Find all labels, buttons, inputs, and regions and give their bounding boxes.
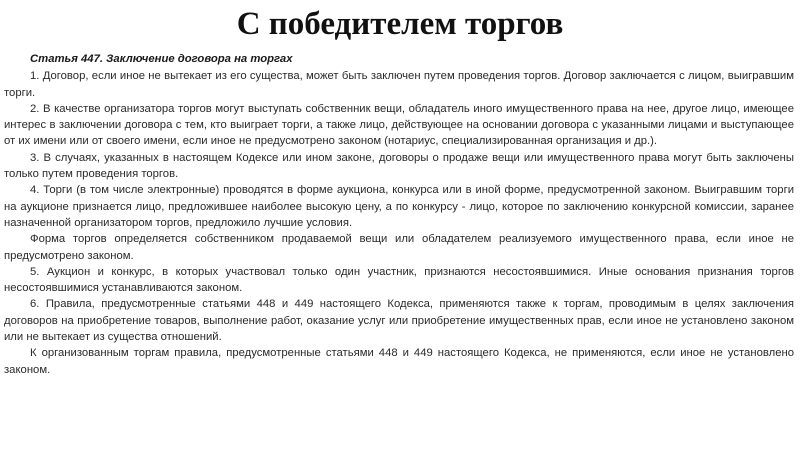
paragraph-6: 6. Правила, предусмотренные статьями 448 и 449 настоящего Кодекса, применяются также к торгам, проводимым в целях заключения договоров на приобретение товаров, выполнение работ, оказание услуг или приобретение имущественных прав, если иное не установлено законом или не вытекает из существа отношений. bbox=[4, 298, 794, 344]
paragraph-4: 4. Торги (в том числе электронные) проводятся в форме аукциона, конкурса или в иной форме, предусмотренной законом. Выигравшим торги на аукционе признается лицо, предложившее наиболее высокую цену, а по конкурсу - лицо, которое по заключению конкурсной комиссии, заранее назначенной организатором торгов, предложило лучшие условия. bbox=[4, 184, 794, 229]
slide-title: С победителем торгов bbox=[236, 6, 564, 42]
paragraph-1: 1. Договор, если иное не вытекает из его существа, может быть заключен путем проведения торгов. Договор заключается с лицом, выигравшим торги. bbox=[4, 70, 794, 99]
article-body bbox=[4, 51, 794, 378]
paragraph-6-continued: К организованным торгам правила, предусмотренные статьями 448 и 449 настоящего Кодекса, не применяются, если иное не установлено законом. bbox=[4, 347, 794, 376]
paragraph-5: 5. Аукцион и конкурс, в которых участвовал только один участник, признаются несостоявшимися. Иные основания признания торгов несостоявшимися устанавливаются законом. bbox=[4, 265, 794, 295]
article-heading: Статья 447. Заключение договора на торгах bbox=[30, 53, 293, 65]
paragraph-4-continued: Форма торгов определяется собственником продаваемой вещи или обладателем реализуемого имущественного права, если иное не предусмотрено законом. bbox=[4, 233, 794, 262]
paragraph-3: 3. В случаях, указанных в настоящем Кодексе или ином законе, договоры о продаже вещи или имущественного права могут быть заключены только путем проведения торгов. bbox=[4, 151, 794, 181]
paragraph-2: 2. В качестве организатора торгов могут выступать собственник вещи, обладатель иного имущественного права на нее, другое лицо, имеющее интерес в заключении договора с тем, кто выиграет торги, а также лицо, действующее на основании договора с указанными лицами и выступающее от их имени или от своего имени, если иное не предусмотрено законом (нотариус, специализированная организация и др.). bbox=[4, 102, 794, 148]
